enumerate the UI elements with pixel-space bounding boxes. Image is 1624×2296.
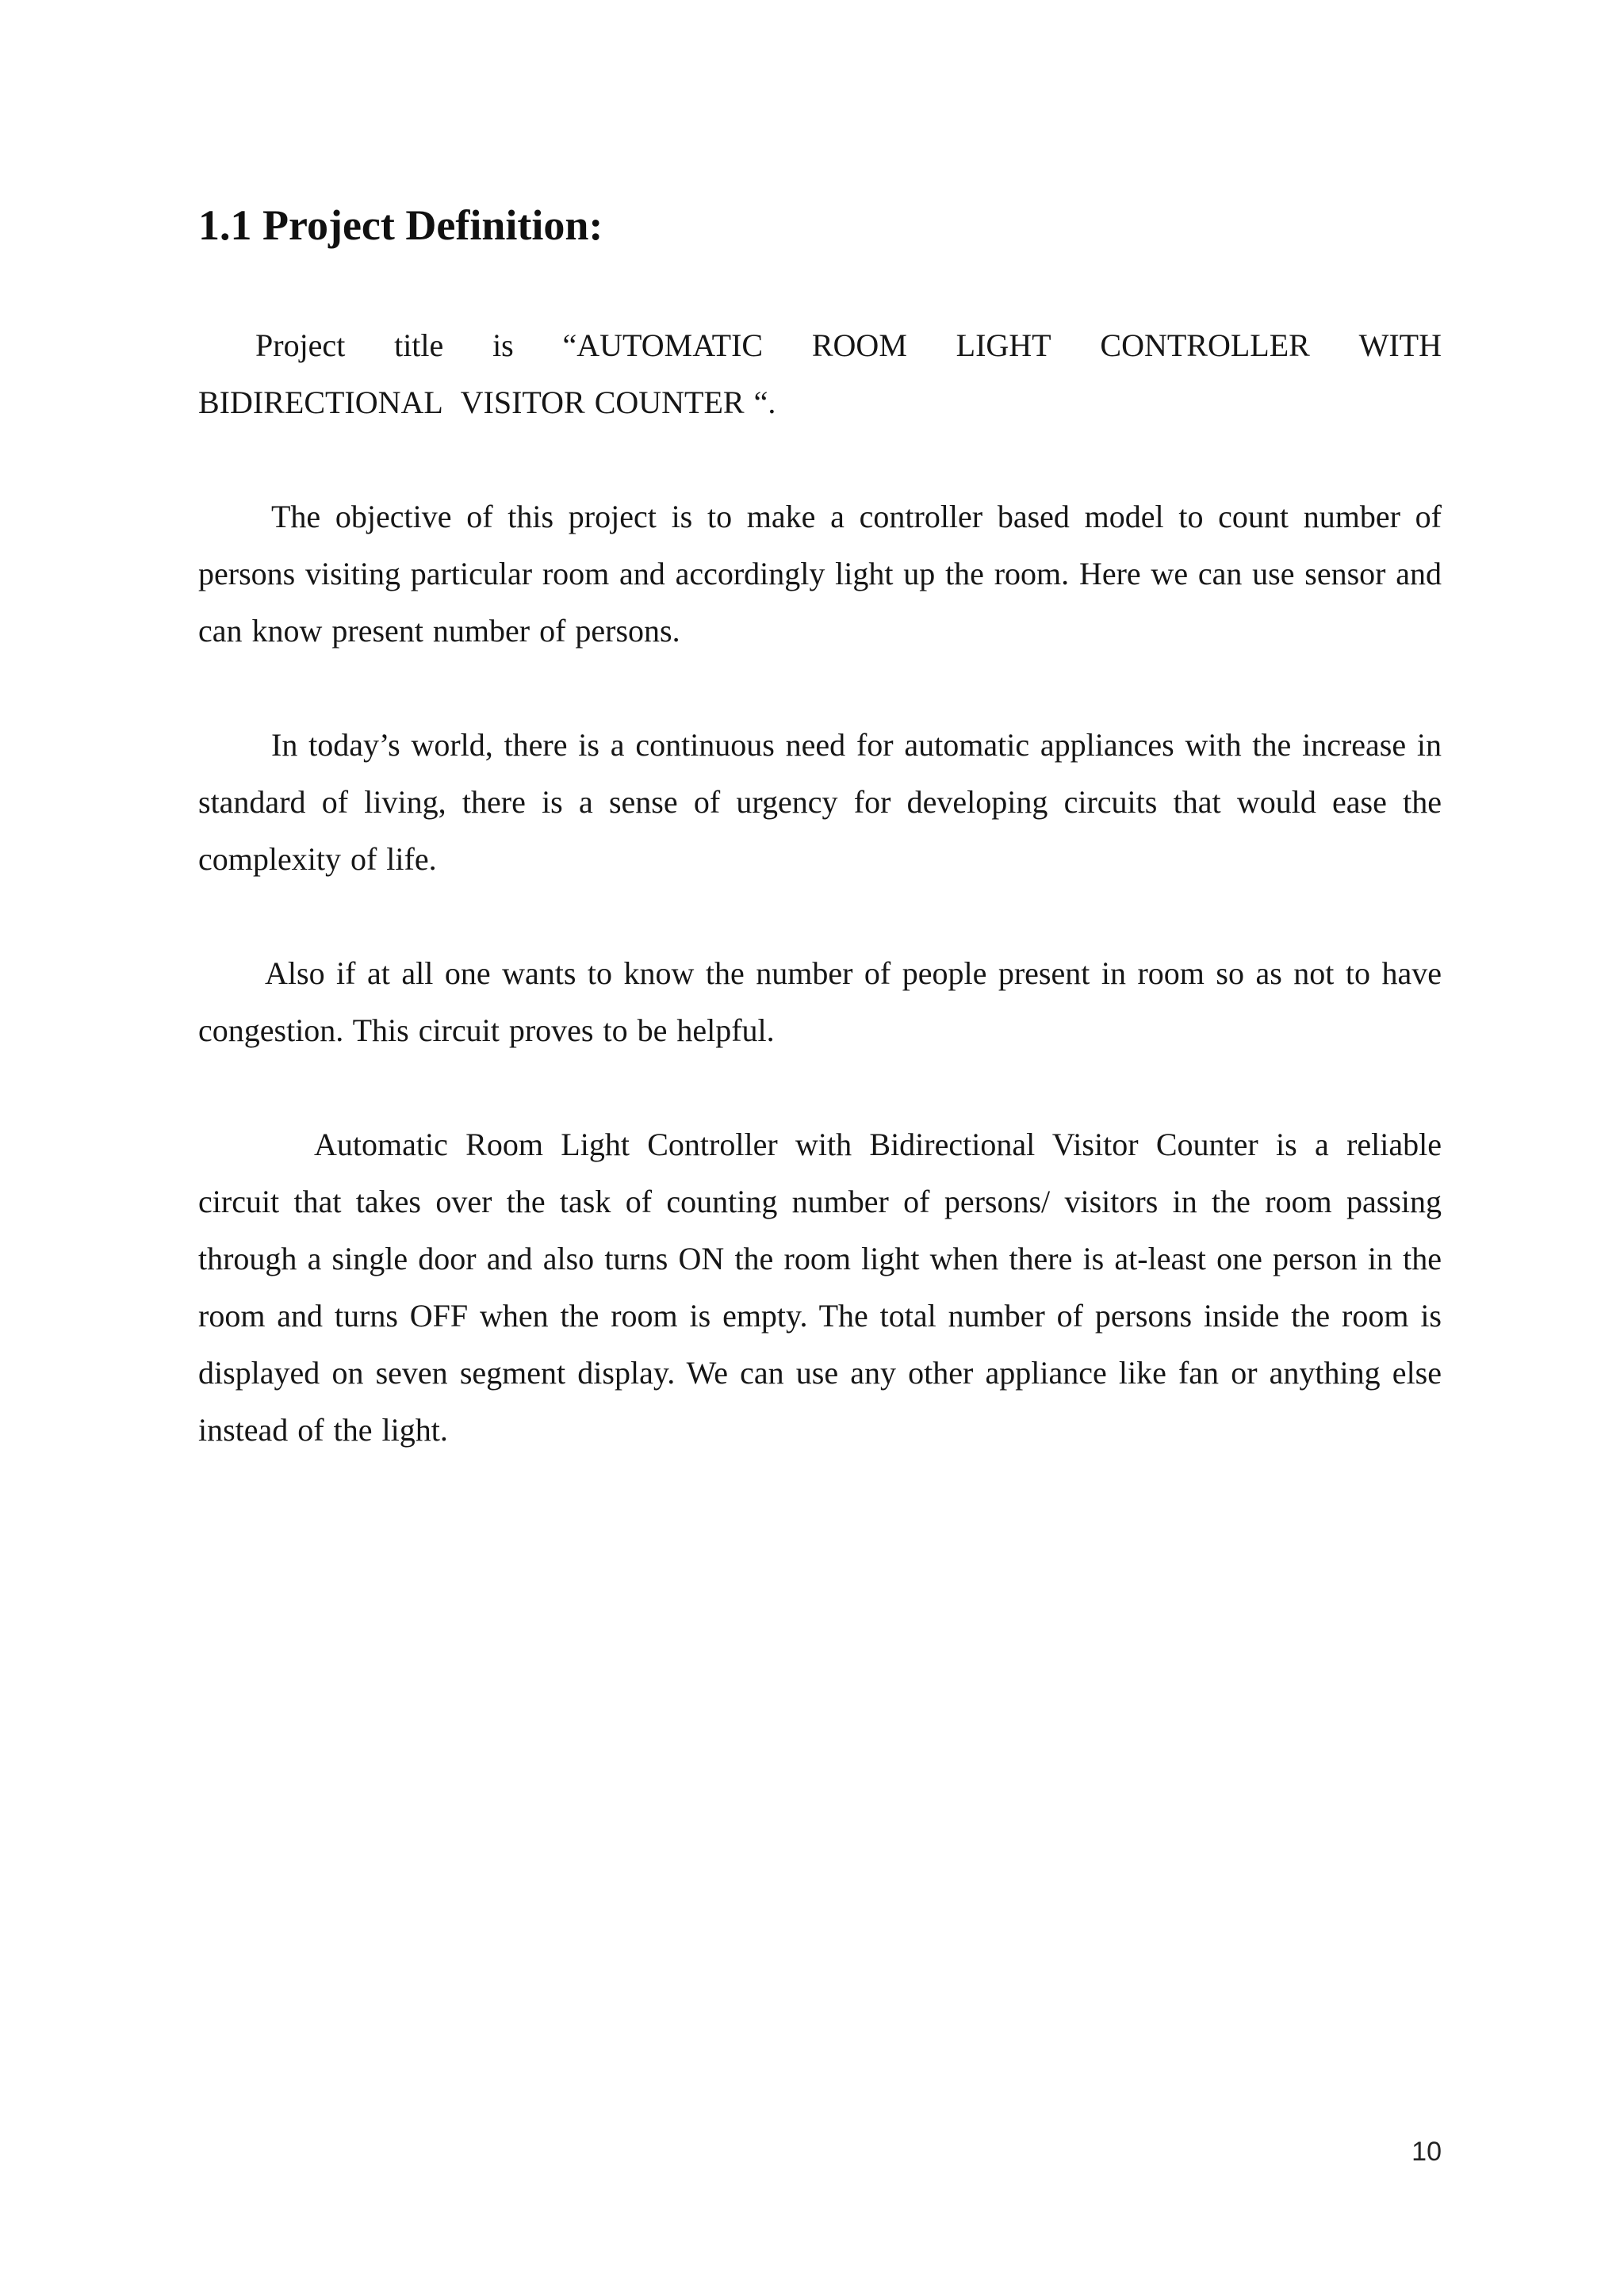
context-text: In today’s world, there is a continuous need for automatic appliances with the increase in standard of living, there is a sense of urgency for developing circuits that would ease the complexity of life. <box>198 727 1442 877</box>
title-word: is <box>492 327 514 363</box>
description-paragraph <box>198 1116 1442 1459</box>
title-word: “AUTOMATIC <box>562 327 764 363</box>
title-word: WITH <box>1358 327 1442 363</box>
congestion-text: Also if at all one wants to know the number of people present in room so as not to have congestion. This circuit proves to be helpful. <box>198 955 1442 1048</box>
objective-paragraph <box>198 488 1442 660</box>
description-text: Automatic Room Light Controller with Bidirectional Visitor Counter is a reliable circuit that takes over the task of counting number of persons/ visitors in the room passing through a single door and also turns ON the room light when there is at-least one person in the room and turns OFF when the room is empty. The total number of persons inside the room is displayed on seven segment display. We can use any other appliance like fan or anything else instead of the light. <box>198 1127 1442 1448</box>
section-heading: 1.1 Project Definition: <box>198 201 603 249</box>
project-title-line-2: BIDIRECTIONAL VISITOR COUNTER “. <box>198 385 776 420</box>
title-word: LIGHT <box>956 327 1051 363</box>
context-paragraph <box>198 717 1442 888</box>
title-word: ROOM <box>811 327 907 363</box>
title-word: title <box>394 327 444 363</box>
congestion-paragraph <box>198 945 1442 1059</box>
title-word: CONTROLLER <box>1100 327 1310 363</box>
title-word: Project <box>255 327 346 363</box>
project-title-line-1 <box>198 317 1442 374</box>
page-number: 10 <box>1411 2137 1442 2167</box>
project-title-paragraph <box>198 317 1442 431</box>
objective-text: The objective of this project is to make a controller based model to count number of persons visiting particular room and accordingly light up the room. Here we can use sensor and can know present number of persons. <box>198 499 1442 649</box>
